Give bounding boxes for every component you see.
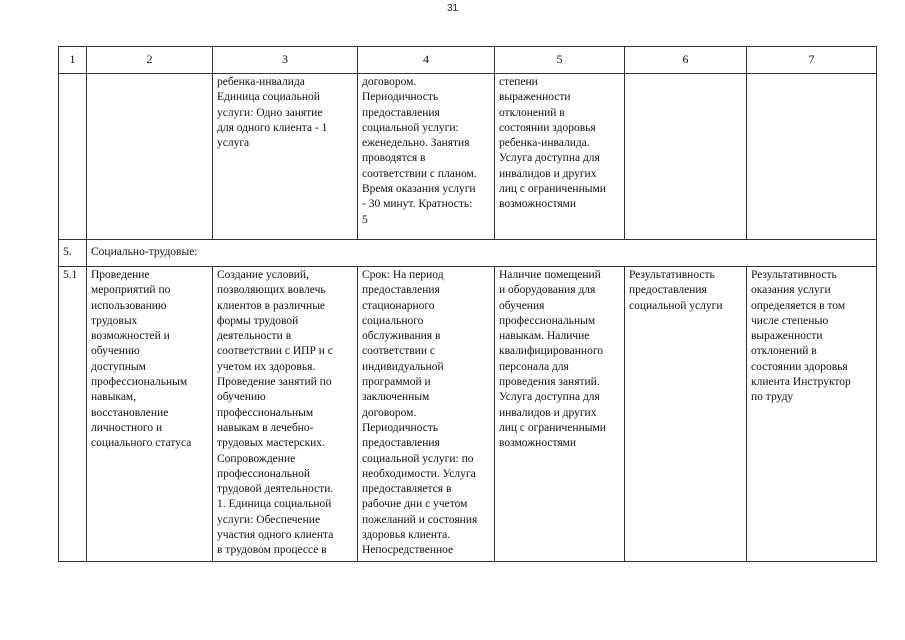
cell-conditions: Наличие помещений и оборудования для обучения профессиональным навыкам. Наличие квалифицированного персонала для проведения занятий. Услуга доступна для инвалидов и других лиц с ограниченными возможностями [495, 267, 625, 562]
cell-quality-indicators: Результативность предоставления социальной услуги [625, 267, 747, 562]
header-cell-7: 7 [747, 47, 877, 74]
cell-service-name [87, 74, 213, 240]
services-table [58, 46, 877, 562]
cell-evaluation: Результативность оказания услуги определяется в том числе степенью выраженности отклонений в состоянии здоровья клиента Инструктор по труду [747, 267, 877, 562]
section-row [59, 240, 877, 267]
cell-number: 5.1 [59, 267, 87, 562]
cell-evaluation [747, 74, 877, 240]
cell-quality-indicators [625, 74, 747, 240]
cell-terms: договором. Периодичность предоставления социальной услуги: еженедельно. Занятия проводятся в соответствии с планом. Время оказания услуги - 30 минут. Кратность: 5 [358, 74, 495, 240]
header-cell-1: 1 [59, 47, 87, 74]
header-cell-2: 2 [87, 47, 213, 74]
table-row-continuation [59, 74, 877, 240]
page-number: 31 [446, 3, 459, 14]
cell-number [59, 74, 87, 240]
cell-conditions: степени выраженности отклонений в состоянии здоровья ребенка-инвалида. Услуга доступна для инвалидов и других лиц с ограниченными возможностями [495, 74, 625, 240]
section-title: Социально-трудовые: [87, 240, 877, 267]
cell-terms: Срок: На период предоставления стационарного социального обслуживания в соответствии с индивидуальной программой и заключенным договором. Периодичность предоставления социальной услуги: по необходимости. Услуга предоставляется в рабочие дни с учетом пожеланий и состояния здоровья клиента. Непосредственное [358, 267, 495, 562]
cell-service-description: Создание условий, позволяющих вовлечь клиентов в различные формы трудовой деятельности в соответствии с ИПР и с учетом их здоровья. Проведение занятий по обучению профессиональным навыкам в лечебно- трудовых мастерских. Сопровождение профессиональной трудовой деятельности. 1. Единица социальной услуги: Обеспечение участия одного клиента в трудовом процессе в [213, 267, 358, 562]
cell-service-name: Проведение мероприятий по использованию трудовых возможностей и обучению доступным профессиональным навыкам, восстановление личностного и социального статуса [87, 267, 213, 562]
table-header-row [59, 47, 877, 74]
header-cell-6: 6 [625, 47, 747, 74]
header-cell-5: 5 [495, 47, 625, 74]
header-cell-4: 4 [358, 47, 495, 74]
header-cell-3: 3 [213, 47, 358, 74]
cell-service-description: ребенка-инвалида Единица социальной услуги: Одно занятие для одного клиента - 1 услуга [213, 74, 358, 240]
table-row-5-1 [59, 267, 877, 562]
section-number: 5. [59, 240, 87, 267]
